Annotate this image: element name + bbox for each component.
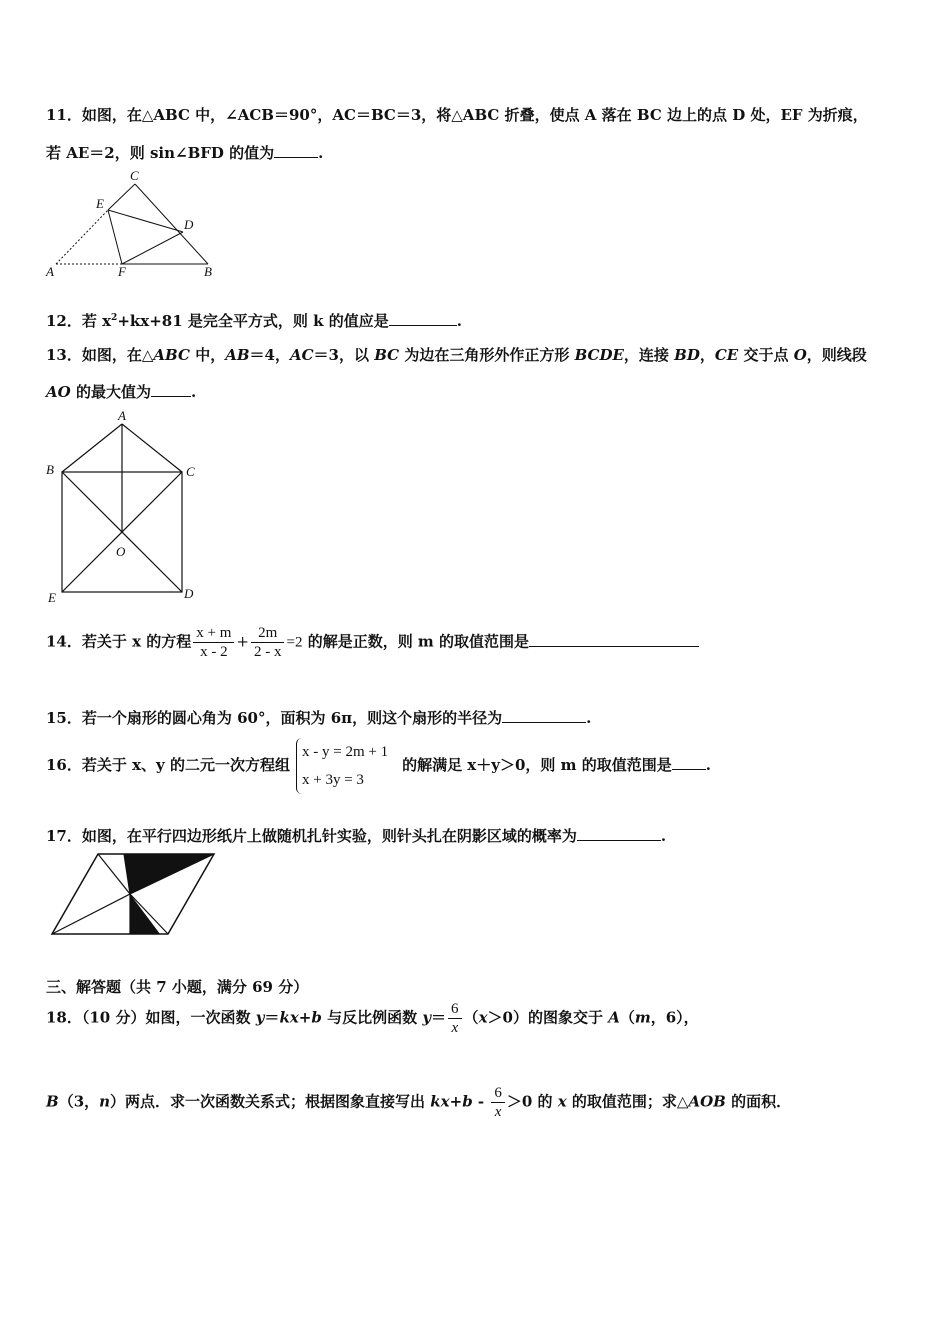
q15-answer-blank	[502, 708, 586, 723]
label-b: B	[204, 264, 212, 279]
q14-f2-num: 2m	[251, 624, 285, 643]
q17-text: 17．如图，在平行四边形纸片上做随机扎针实验，则针头扎在阴影区域的概率为	[46, 827, 577, 845]
label-e: E	[96, 196, 104, 211]
q12-pre: 12．若 x	[46, 312, 112, 330]
q13-t8: BC	[374, 346, 400, 364]
q12-post: +kx+81 是完全平方式，则 k 的值应是	[117, 312, 389, 330]
q18-t10: （	[463, 1008, 479, 1027]
q18-t8: y	[422, 1008, 432, 1027]
q18-line2	[46, 1084, 791, 1121]
q18-t16: ，6），	[650, 1008, 699, 1027]
q16-post: 的解满足 x＋y＞0，则 m 的取值范围是	[402, 756, 672, 774]
q13-l2-t2: 的最大值为	[70, 383, 151, 401]
q18-t3: ＝	[264, 1008, 280, 1027]
label-f: F	[118, 264, 126, 279]
label-b: B	[46, 462, 54, 477]
q18-t4: kx	[279, 1008, 299, 1027]
label-d: D	[184, 586, 194, 601]
q11-triangle-figure	[40, 166, 230, 282]
q18-t11: x	[478, 1008, 488, 1027]
q11-text: 若 AE＝2，则 sin∠BFD 的值为	[46, 144, 275, 162]
q14-eq: =2	[286, 634, 303, 651]
q14-post: 的解是正数，则 m 的取值范围是	[307, 632, 530, 651]
label-a: A	[46, 264, 54, 279]
q15-line	[46, 707, 591, 728]
q16-eq1: x - y = 2m + 1	[301, 744, 389, 760]
q13-t1: 13．如图，在△	[46, 346, 154, 364]
q18-l2-t6: +	[449, 1092, 463, 1111]
q18-l2-t1: B	[46, 1092, 59, 1111]
q13-t11: ，连接	[623, 346, 675, 364]
q18-t5: +	[298, 1008, 312, 1027]
q13-end: .	[190, 383, 197, 401]
q16-answer-blank	[672, 755, 706, 770]
q15-text: 15．若一个扇形的圆心角为 60°，面积为 6π，则这个扇形的半径为	[46, 709, 503, 727]
label-d: D	[184, 217, 194, 232]
q13-t13: ，	[699, 346, 715, 364]
q13-t3: 中，	[189, 346, 226, 364]
q18-t14: （	[619, 1008, 635, 1027]
side-ec	[108, 184, 135, 210]
q14-f1-num: x + m	[193, 624, 234, 643]
q18-t9: ＝	[431, 1008, 447, 1027]
q16-end: .	[705, 756, 711, 774]
q13-t15: 交于点	[738, 346, 794, 364]
q18-t1: 18．（10 分）如图，一次函数	[46, 1008, 256, 1027]
q18-l2-t13: 的面积．	[725, 1092, 792, 1111]
q18-fraction	[448, 1000, 462, 1037]
q18-frac-den: x	[451, 1020, 459, 1036]
q18-fraction-2	[491, 1084, 505, 1121]
label-c: C	[186, 464, 195, 479]
q16-pre: 16．若关于 x、y 的二元一次方程组	[46, 756, 290, 774]
q16-eq2: x + 3y = 3	[301, 772, 364, 788]
q12-line	[46, 310, 462, 331]
q14-line	[46, 624, 699, 661]
q13-t4: AB	[225, 346, 250, 364]
q16-equation-system	[296, 738, 388, 794]
q13-t7: ＝3，以	[313, 346, 375, 364]
side-ac	[122, 424, 182, 472]
q14-fraction-1	[193, 624, 234, 661]
q18-l2-t7: b	[462, 1092, 473, 1111]
q16-line	[46, 738, 711, 794]
q17-parallelogram-figure	[50, 852, 216, 936]
q18-t13: A	[608, 1008, 620, 1027]
q13-t16: O	[793, 346, 807, 364]
q14-f2-den: 2 - x	[253, 644, 282, 660]
q13-t14: CE	[714, 346, 739, 364]
fold-line-ae	[56, 210, 108, 264]
q14-plus: +	[236, 632, 249, 651]
q13-t9: 为边在三角形外作正方形	[399, 346, 575, 364]
q17-end: .	[660, 827, 667, 845]
q12-end: .	[456, 312, 462, 330]
shaded-region-bottom	[130, 894, 160, 934]
label-c: C	[130, 168, 139, 183]
q18-t6: b	[311, 1008, 322, 1027]
label-a: A	[118, 408, 126, 423]
q12-sup: 2	[111, 313, 118, 323]
q13-line1	[46, 344, 867, 365]
q13-t2: ABC	[153, 346, 190, 364]
side-ab	[62, 424, 122, 472]
label-o: O	[116, 544, 126, 559]
q18-l2-t12: AOB	[688, 1092, 726, 1111]
q18-l2-t9: ＞0 的	[506, 1092, 558, 1111]
q11-answer-blank	[274, 143, 318, 158]
q18-frac2-den: x	[494, 1104, 502, 1120]
fold-crease-ef	[108, 210, 122, 264]
label-e: E	[48, 590, 56, 604]
segment-fd	[122, 232, 183, 264]
q18-t12: ＞0）的图象交于	[487, 1008, 609, 1027]
q11-line2	[46, 142, 323, 163]
q13-t5: ＝4，	[249, 346, 290, 364]
q18-l2-t4: ）两点．求一次函数关系式；根据图象直接写出	[110, 1092, 431, 1111]
q13-l2-t1: AO	[46, 383, 71, 401]
q13-square-figure	[40, 404, 210, 604]
q13-t10: BCDE	[574, 346, 624, 364]
q18-l2-t10: x	[557, 1092, 567, 1111]
q14-fraction-2	[251, 624, 285, 661]
q11-line1: 11．如图，在△ABC 中，∠ACB＝90°，AC＝BC＝3，将△ABC 折叠，使点 A 落在 BC 边上的点 D 处，EF 为折痕，	[46, 106, 868, 124]
q13-t12: BD	[674, 346, 700, 364]
q18-l2-t2: （3，	[58, 1092, 100, 1111]
q18-l2-t3: n	[99, 1092, 111, 1111]
segment-ed	[108, 210, 183, 232]
q13-line2	[46, 381, 196, 402]
q14-pre: 14．若关于 x 的方程	[46, 632, 192, 651]
q13-t17: ，则线段	[806, 346, 867, 364]
q18-l2-t11: 的取值范围；求△	[566, 1092, 689, 1111]
q13-answer-blank	[151, 382, 191, 397]
q11-end: .	[318, 144, 324, 162]
q18-t15: m	[634, 1008, 651, 1027]
q18-t7: 与反比例函数	[321, 1008, 423, 1027]
q18-t2: y	[255, 1008, 265, 1027]
q18-frac-num: 6	[448, 1000, 462, 1019]
q14-answer-blank	[529, 632, 699, 647]
q15-end: .	[586, 709, 592, 727]
q12-answer-blank	[389, 311, 457, 326]
q18-l2-t8: -	[472, 1092, 490, 1111]
q14-f1-den: x - 2	[200, 644, 228, 660]
q18-frac2-num: 6	[491, 1084, 505, 1103]
q18-l2-t5: kx	[430, 1092, 450, 1111]
q18-line1	[46, 1000, 699, 1037]
q17-answer-blank	[577, 826, 661, 841]
section-3-title: 三、解答题（共 7 小题，满分 69 分）	[46, 978, 309, 996]
q17-line	[46, 825, 666, 846]
q13-t6: AC	[289, 346, 314, 364]
